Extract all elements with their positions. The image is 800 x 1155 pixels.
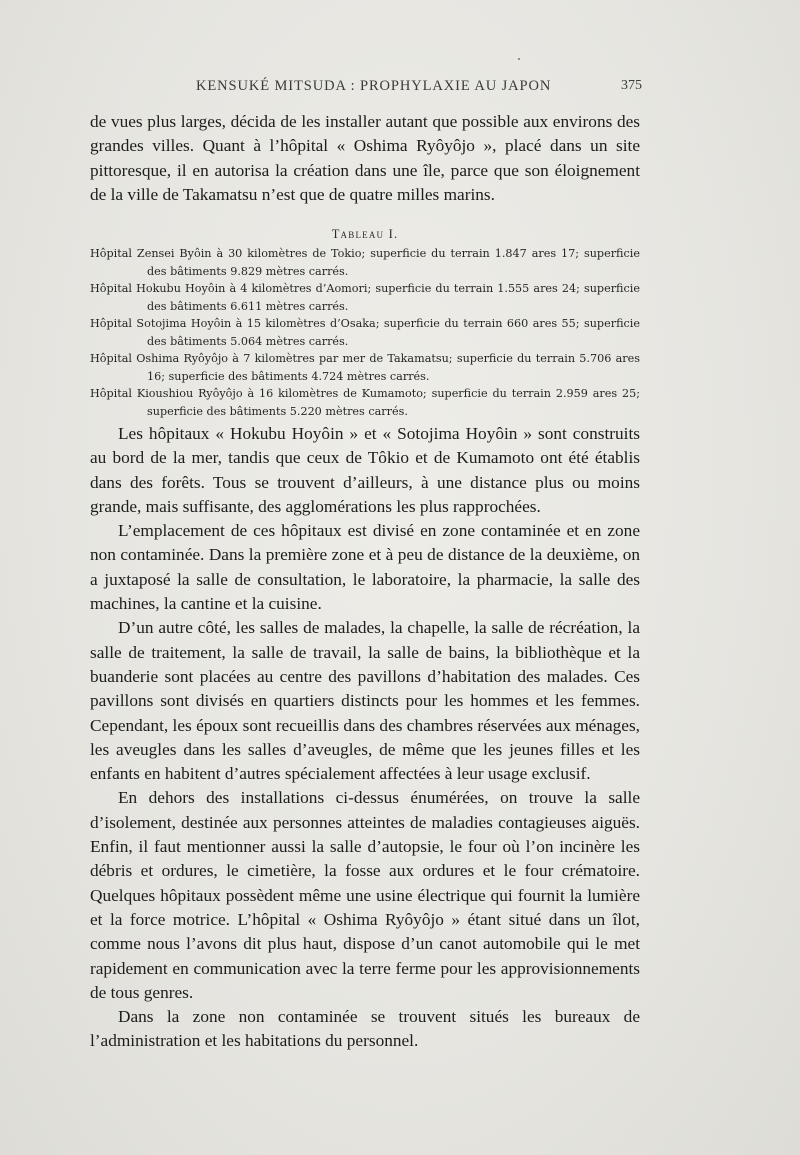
table-entry: Hôpital Sotojima Hoyôin à 15 kilomètres d’Osaka; superficie du terrain 660 ares 55; superficie des bâtiments 5.064 mètres carrés. [90,317,640,348]
table-entry: Hôpital Hokubu Hoyôin à 4 kilomètres d’Aomori; superficie du terrain 1.555 ares 24; superficie des bâtiments 6.611 mètres carrés. [90,282,640,313]
page-header [90,78,650,98]
table-entry: Hôpital Oshima Ryôyôjo à 7 kilomètres par mer de Takamatsu; superficie du terrain 5.706 ares 16; superficie des bâtiments 4.724 mètres carrés. [90,352,640,383]
table-title: Tableau I. [331,227,399,241]
speck [518,58,520,60]
table-entry: Hôpital Zensei Byôin à 30 kilomètres de Tokio; superficie du terrain 1.847 ares 17; superficie des bâtiments 9.829 mètres carrés. [90,247,640,278]
body-paragraph: Les hôpitaux « Hokubu Hoyôin » et « Sotojima Hoyôin » sont construits au bord de la mer, tandis que ceux de Tôkio et de Kumamoto ont été établis dans des forêts. Tous se trouvent d’ailleurs, à une distance plus ou moins grande, mais suffisante, des agglomérations les plus rapprochées. [90,424,640,516]
hospital-table [90,245,640,420]
page-number: 375 [621,78,642,93]
body-paragraph: En dehors des installations ci-dessus énumérées, on trouve la salle d’isolement, destinée aux personnes atteintes de maladies contagieuses aiguës. Enfin, il faut mentionner aussi la salle d’autopsie, le four où l’on incinère les débris et ordures, le cimetière, la fosse aux ordures et le four crématoire. Quelques hôpitaux possèdent même une usine électrique qui fournit la lumière et la force motrice. L’hôpital « Oshima Ryôyôjo » étant situé dans un îlot, comme nous l’avons dit plus haut, dispose d’un canot automobile qui le met rapidement en communication avec la terre ferme pour les approvisionnements de tous genres. [90,788,640,1002]
main-text [90,422,640,1054]
intro-block [90,110,640,207]
body-paragraph: Dans la zone non contaminée se trouvent situés les bureaux de l’administration et les habitations du personnel. [90,1007,640,1051]
body-paragraph: L’emplacement de ces hôpitaux est divisé en zone contaminée et en zone non contaminée. Dans la première zone et à peu de distance de la deuxième, on a juxtaposé la salle de consultation, le laboratoire, la pharmacie, la salle des machines, la cantine et la cuisine. [90,521,640,614]
running-title: KENSUKÉ MITSUDA : PROPHYLAXIE AU JAPON [196,78,552,94]
table-entry: Hôpital Kioushiou Ryôyôjo à 16 kilomètres de Kumamoto; superficie du terrain 2.959 ares 25; superficie des bâtiments 5.220 mètres carrés. [90,387,640,418]
intro-paragraph: de vues plus larges, décida de les installer autant que possible aux environs des grandes villes. Quant à l’hôpital « Oshima Ryôyôjo », placé dans un site pittoresque, il en autorisa la création dans une île, parce que son éloignement de la ville de Takamatsu n’est que de quatre milles marins. [90,112,640,204]
body-paragraph: D’un autre côté, les salles de malades, la chapelle, la salle de récréation, la salle de traitement, la salle de travail, la salle de bains, la bibliothèque et la buanderie sont placées au centre des pavillons d’habitation des malades. Ces pavillons sont divisés en quartiers distincts pour les hommes et les femmes. Cependant, les époux sont recueillis dans des chambres réservées aux ménages, les aveugles dans les salles d’aveugles, de même que les jeunes filles et les enfants en habitent d’autres spécialement affectées à leur usage exclusif. [90,618,640,784]
